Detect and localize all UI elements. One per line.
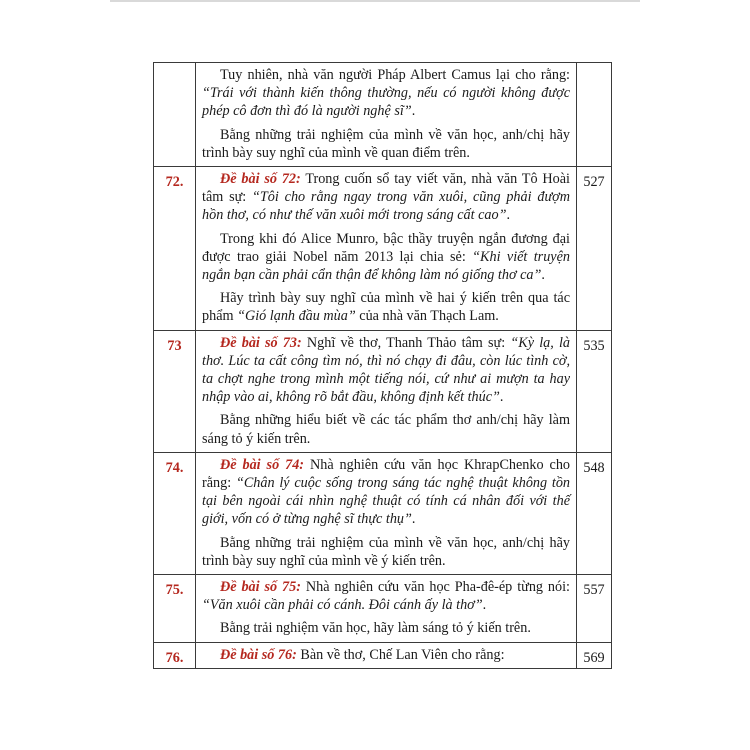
paragraph-tail: . [411,103,416,120]
topic-label: Đề bài số 74: [220,456,305,473]
page-number: 557 [577,575,612,643]
paragraph [202,411,570,447]
table-row [154,167,612,331]
paragraph [202,289,570,325]
topic-text [196,575,577,643]
paragraph-text: Bằng những trải nghiệm của mình về văn học, anh/chị hãy trình bày suy nghĩ của mình về quan điểm trên. [202,126,570,161]
paragraph [202,619,570,637]
paragraph [202,456,570,529]
paragraph [202,66,570,121]
topic-number: 73 [154,330,196,452]
page-number: 535 [577,330,612,452]
quote: “Gió lạnh đầu mùa” [237,308,356,325]
paragraph-tail: . [411,511,416,528]
quote: “Tôi cho rằng ngay trong văn xuôi, cũng phải đượm hồn thơ, có như thế văn xuôi mới trong sáng cất cao” [202,189,570,224]
paragraph [202,534,570,570]
paragraph-text: Nhà nghiên cứu văn học Pha-đê-ép từng nói: [300,579,570,596]
page-number: 569 [577,642,612,668]
table-row [154,642,612,668]
paragraph-text: Hãy trình bày suy nghĩ của mình về hai ý kiến trên qua tác phẩm [202,290,570,325]
paragraph-text: Nghĩ về thơ, Thanh Thảo tâm sự: [301,334,511,351]
top-divider [110,0,640,2]
quote: “Kỳ lạ, là thơ. Lúc ta cất công tìm nó, thì nó chạy đi đâu, còn lúc tình cờ, ta chợt nghe trong mình một tiếng nói, cứ như ai mượn ta hay nhập vào ai, không rõ bắt đầu, không định kết thúc” [202,334,570,406]
paragraph [202,170,570,225]
topic-number: 74. [154,452,196,574]
topic-text [196,452,577,574]
paragraph-tail: . [541,267,545,284]
table-row [154,575,612,643]
table-row [154,452,612,574]
contents-table [153,62,612,669]
topic-number: 75. [154,575,196,643]
paragraph-tail: của nhà văn Thạch Lam. [355,308,499,325]
page-number: 527 [577,167,612,331]
topic-label: Đề bài số 76: [220,646,297,663]
paragraph-text: Bằng những hiểu biết về các tác phẩm thơ anh/chị hãy làm sáng tỏ ý kiến trên. [202,412,570,447]
topic-number: 76. [154,642,196,668]
topic-text [196,330,577,452]
topic-number: 72. [154,167,196,331]
quote: “Khi viết truyện ngắn bạn cần phải cẩn thận để không làm nó giống thơ ca” [202,248,570,284]
paragraph-text: Bằng trải nghiệm văn học, hãy làm sáng tỏ ý kiến trên. [220,620,531,637]
paragraph [202,646,570,664]
topic-label: Đề bài số 73: [220,334,302,351]
paragraph [202,230,570,285]
paragraph-tail: . [482,597,487,614]
paragraph-text: Tuy nhiên, nhà văn người Pháp Albert Camus lại cho rằng: [220,67,570,83]
paragraph-tail: . [499,389,504,406]
paragraph [202,126,570,162]
topic-number [154,63,196,167]
quote: “Chân lý cuộc sống trong sáng tác nghệ thuật không tồn tại bên ngoài cái nhìn nghệ thuật có tính cá nhân đối với thế giới, vốn có ở từng nghệ sĩ thực thụ” [202,475,571,528]
quote: “Văn xuôi cần phải có cánh. Đôi cánh ấy là thơ” [202,597,483,614]
table-row [154,63,612,167]
paragraph-text: Bàn về thơ, Chế Lan Viên cho rằng: [296,646,505,663]
page-number: 548 [577,452,612,574]
paragraph-text: Trong khi đó Alice Munro, bậc thầy truyện ngắn đương đại được trao giải Nobel năm 2013 lại chia sẻ: [202,230,570,265]
topic-label: Đề bài số 75: [220,579,301,596]
topic-text [196,642,577,668]
paragraph [202,334,570,407]
quote: “Trái với thành kiến thông thường, nếu có người không được phép cô đơn thì đó là người nghệ sĩ” [202,85,570,120]
topic-text [196,63,577,167]
page-number [577,63,612,167]
paragraph [202,578,570,614]
paragraph-text: Nhà nghiên cứu văn học KhrapChenko cho rằng: [202,456,571,492]
paragraph-text: Trong cuốn sổ tay viết văn, nhà văn Tô Hoài tâm sự: [202,171,570,206]
paragraph-text: Bằng những trải nghiệm của mình về văn học, anh/chị hãy trình bày suy nghĩ của mình về ý kiến trên. [202,534,570,569]
topic-label: Đề bài số 72: [220,171,301,188]
table-row [154,330,612,452]
paragraph-tail: . [506,207,511,224]
topic-text [196,167,577,331]
